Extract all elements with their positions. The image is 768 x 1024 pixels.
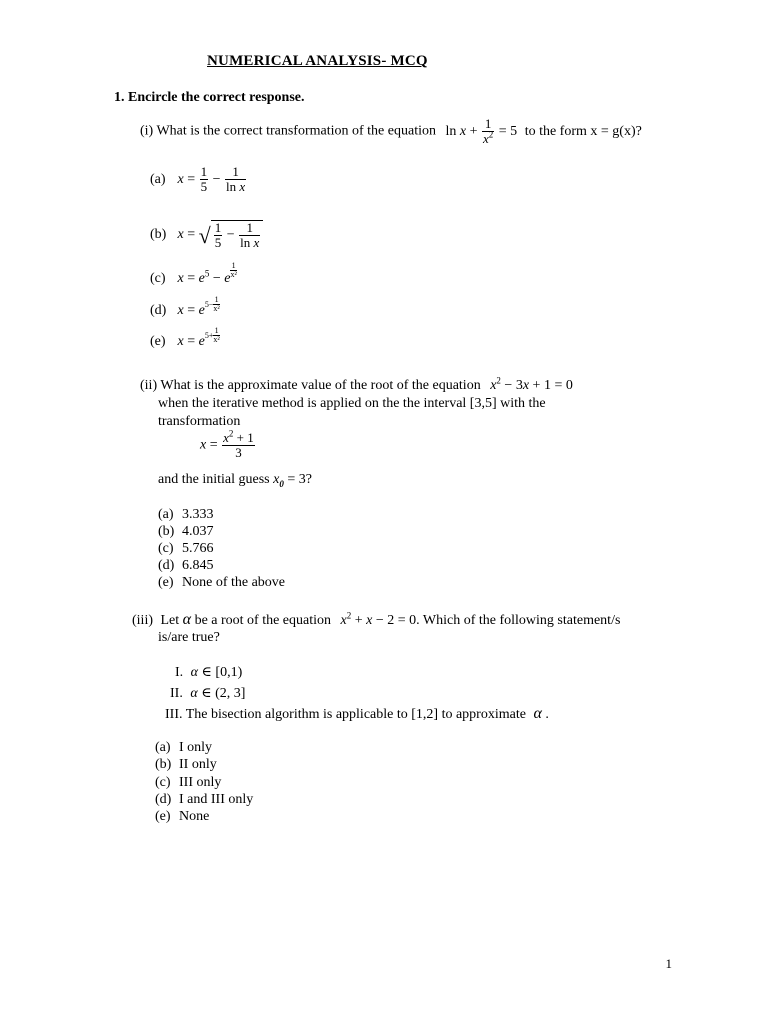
question-2-text: What is the approximate value of the root of the equation bbox=[160, 378, 481, 393]
q1-option-a[interactable] bbox=[150, 165, 247, 194]
q1-option-d[interactable] bbox=[150, 295, 220, 319]
question-3-equation: $x^2 + x - 2 = 0$ bbox=[340, 610, 417, 628]
option-formula: x = √ $\frac{1}{5}$ − $\frac{1}{\text{ln x}}$ bbox=[178, 227, 264, 242]
question-1-label: (i) bbox=[140, 123, 154, 139]
question-2-line-3: transformation bbox=[158, 414, 241, 429]
q3-option-d[interactable]: (d) I and III only bbox=[155, 792, 254, 807]
q2-option-c[interactable]: (c) 5.766 bbox=[158, 541, 214, 556]
statement-3: III. The bisection algorithm is applicable to [1,2] to approximate α . bbox=[165, 705, 549, 722]
question-3-label: (iii) bbox=[132, 613, 153, 628]
statement-2: II. α ∈ (2, 3] bbox=[170, 686, 246, 701]
section-heading: 1. Encircle the correct response. bbox=[114, 90, 305, 105]
q1-option-b[interactable] bbox=[150, 220, 263, 250]
page-title: NUMERICAL ANALYSIS- MCQ bbox=[207, 53, 428, 69]
option-letter: (c) bbox=[150, 271, 166, 286]
option-formula: x = $\frac{1}{5}$ − $\frac{1}{\text{ln x}}$ bbox=[177, 164, 246, 194]
question-2 bbox=[140, 377, 573, 394]
fraction: $\frac{1}{x^2}$ bbox=[483, 116, 494, 146]
option-letter: (a) bbox=[150, 171, 166, 187]
question-1-text-end: to the form x = g(x)? bbox=[524, 123, 642, 139]
option-formula: x = e5+ $\frac{1}{\text{x²}}$ bbox=[177, 326, 220, 349]
question-1-equation: ln x + $\frac{1}{x^2}$ = 5 bbox=[445, 116, 521, 146]
option-formula: $x = e^5 - e$ $\frac{1}{\text{x²}}$ bbox=[177, 261, 237, 286]
q2-option-b[interactable]: (b) 4.037 bbox=[158, 524, 214, 539]
option-letter: (e) bbox=[150, 334, 166, 349]
q3-option-b[interactable]: (b) II only bbox=[155, 757, 217, 772]
statement-1: I. α ∈ [0,1) bbox=[175, 665, 243, 680]
question-2-transformation: x = $\frac{x^2 + 1}{3}$ bbox=[200, 428, 254, 460]
q2-option-d[interactable]: (d) 6.845 bbox=[158, 558, 214, 573]
question-2-equation: $x^2 - 3x + 1 = 0$ bbox=[490, 375, 573, 393]
q2-option-e[interactable]: (e) None of the above bbox=[158, 575, 286, 590]
question-1 bbox=[140, 117, 642, 146]
option-letter: (b) bbox=[150, 227, 167, 243]
q1-option-e[interactable] bbox=[150, 326, 220, 350]
q2-option-a[interactable]: (a) 3.333 bbox=[158, 507, 214, 522]
q3-option-a[interactable]: (a) I only bbox=[155, 740, 213, 755]
question-2-line-4: and the initial guess $x_0 = 3$? bbox=[158, 472, 312, 489]
question-3-line-2: is/are true? bbox=[158, 630, 220, 645]
page-number: 1 bbox=[665, 956, 672, 971]
q1-option-c[interactable] bbox=[150, 261, 237, 287]
question-2-label: (ii) bbox=[140, 378, 158, 393]
question-1-text: What is the correct transformation of the equation bbox=[156, 123, 436, 139]
q3-option-c[interactable]: (c) III only bbox=[155, 775, 222, 790]
q3-option-e[interactable]: (e) None bbox=[155, 809, 210, 824]
option-letter: (d) bbox=[150, 303, 167, 318]
option-formula: x = e5− $\frac{1}{\text{x²}}$ bbox=[177, 295, 220, 318]
question-2-line-2: when the iterative method is applied on the the interval [3,5] with the bbox=[158, 396, 546, 411]
question-3: (iii) Let α be a root of the equation $x^2 + x - 2 = 0$. Which of the following statement/s bbox=[132, 610, 621, 628]
